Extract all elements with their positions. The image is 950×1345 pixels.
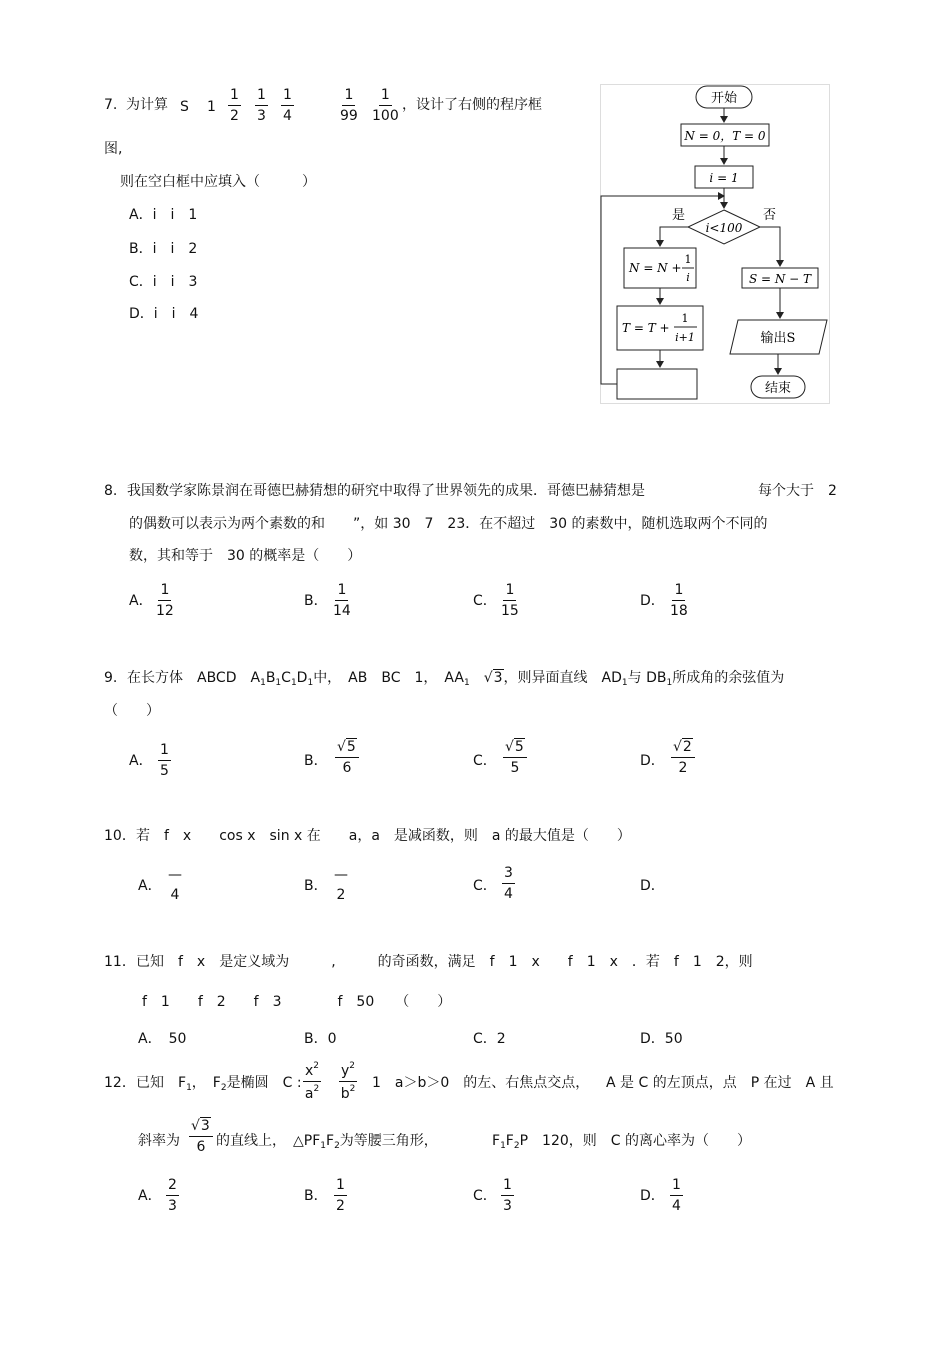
flowchart-blank-box [617, 369, 697, 399]
q9-paren: （ ） [104, 703, 160, 719]
q7-frac-4: $\frac{1}{99}$ [340, 87, 358, 124]
q8-line3: 数，其和等于 30 的概率是（ ） [129, 548, 362, 564]
q7-expr-1: 1 [207, 99, 216, 115]
flowchart-end-label: 结束 [764, 381, 792, 396]
q8-option-a-frac[interactable]: $\frac{1}{12}$ [156, 582, 174, 619]
q8-option-b-label[interactable]: B． [304, 593, 328, 609]
q7-frac-1: $\frac{1}{2}$ [230, 87, 239, 124]
q7-expr-s: S [180, 99, 189, 115]
q12-option-d-frac[interactable]: $\frac{1}{4}$ [672, 1177, 681, 1214]
flowchart-condition-label: i<100 [705, 221, 743, 235]
flowchart-n-frac-num: 1 [684, 253, 692, 266]
flowchart-n-update-lhs: N = N + [629, 261, 682, 275]
q7-option-a[interactable]: A．i i 1 [129, 207, 198, 223]
flowchart-s-assign-label: S = N − T [748, 272, 812, 286]
q9-option-d-label[interactable]: D． [640, 753, 665, 769]
q9-option-a-frac[interactable]: $\frac{1}{5}$ [160, 742, 169, 779]
q12-option-c-label[interactable]: C． [473, 1188, 497, 1204]
q9-option-b-frac[interactable]: $\frac{√5}{6}$ [335, 740, 359, 775]
flowchart-start-label: 开始 [710, 91, 738, 106]
flowchart-t-frac-num: 1 [681, 312, 689, 325]
q10-option-b-frac[interactable]: — 2 [334, 867, 348, 903]
q8-option-a-label[interactable]: A． [129, 593, 153, 609]
q12-slope-lead: 斜率为 [138, 1133, 180, 1149]
q9-text: 在长方体 ABCD $A_1B_1C_1D_1$中， AB BC 1， $AA_1$ √3，则异面直线 $AD_1$与 $DB_1$所成角的余弦值为 [127, 670, 785, 688]
q10-option-d-label[interactable]: D． [640, 878, 665, 894]
q7-frac-2: $\frac{1}{3}$ [257, 87, 266, 124]
q11-line2: f 1 f 2 f 3 f 50 （ ） [142, 994, 452, 1010]
q10-option-a-label[interactable]: A． [138, 878, 162, 894]
q12-option-c-frac[interactable]: $\frac{1}{3}$ [503, 1177, 512, 1214]
q12-slope-frac: $\frac{√3}{6}$ [189, 1119, 213, 1154]
q10-text: 若 f x cos x sin x 在 a，a 是减函数，则 a 的最大值是（ ） [136, 828, 631, 844]
q12-frac-x: $\frac{x^2}{a^2}$ [304, 1061, 320, 1102]
q12-option-b-frac[interactable]: $\frac{1}{2}$ [336, 1177, 345, 1214]
q12-number: 12． [104, 1075, 136, 1091]
q10-option-c-label[interactable]: C． [473, 878, 497, 894]
q8-line2: 的偶数可以表示为两个素数的和 ”，如 30 7 23．在不超过 30 的素数中，随机选取两个不同的 [129, 516, 768, 532]
q10-option-c-frac[interactable]: $\frac{3}{4}$ [504, 865, 513, 902]
q8-option-b-frac[interactable]: $\frac{1}{14}$ [333, 582, 351, 619]
q7-prompt: 则在空白框中应填入（ ） [120, 174, 316, 190]
q9-option-a-label[interactable]: A． [129, 753, 153, 769]
q9-option-d-frac[interactable]: $\frac{√2}{2}$ [671, 740, 695, 775]
q9-option-c-frac[interactable]: $\frac{√5}{5}$ [503, 740, 527, 775]
q8-option-c-frac[interactable]: $\frac{1}{15}$ [501, 582, 519, 619]
q12-text-e: A 是 C 的左顶点，点 P 在过 A 且 [606, 1075, 834, 1091]
q8-option-d-frac[interactable]: $\frac{1}{18}$ [670, 582, 688, 619]
q7-tail2: 图, [104, 141, 123, 157]
q12-option-b-label[interactable]: B． [304, 1188, 328, 1204]
q12-text-d: 1 a＞b＞0 的左、右焦点交点， [372, 1075, 590, 1091]
q12-option-a-label[interactable]: A． [138, 1188, 162, 1204]
q7-frac-5: $\frac{1}{100}$ [372, 87, 399, 124]
q7-frac-3: $\frac{1}{4}$ [283, 87, 292, 124]
q12-option-d-label[interactable]: D． [640, 1188, 665, 1204]
q7-number: 7. [104, 97, 118, 113]
q12-text-start: 已知 $F_1$， $F_2$是椭圆 C : [136, 1075, 302, 1093]
flowchart [600, 84, 830, 404]
q7-option-b[interactable]: B．i i 2 [129, 241, 198, 257]
q12-text-f: 的直线上， $\triangle PF_1F_2$为等腰三角形， [216, 1133, 438, 1151]
q7-option-d[interactable]: D．i i 4 [129, 306, 199, 322]
q10-option-b-label[interactable]: B． [304, 878, 328, 894]
flowchart-n-frac-den: i [686, 271, 690, 284]
q12-text-i: $F_1F_2P$ 120，则 C 的离心率为（ ） [492, 1133, 751, 1151]
q11-option-c[interactable]: C．2 [473, 1031, 506, 1047]
q10-number: 10． [104, 828, 136, 844]
q9-option-b-label[interactable]: B． [304, 753, 328, 769]
flowchart-t-frac-den: i+1 [675, 331, 695, 344]
flowchart-no-label: 否 [763, 208, 777, 223]
q11-option-d[interactable]: D．50 [640, 1031, 683, 1047]
q9-option-c-label[interactable]: C． [473, 753, 497, 769]
q11-option-b[interactable]: B．0 [304, 1031, 337, 1047]
q12-option-a-frac[interactable]: $\frac{2}{3}$ [168, 1177, 177, 1214]
q7-tail: ，设计了右侧的程序框 [402, 97, 542, 113]
flowchart-t-update-lhs: T = T + [622, 321, 670, 335]
q8-line1: 我国数学家陈景润在哥德巴赫猜想的研究中取得了世界领先的成果．哥德巴赫猜想是 [127, 483, 645, 499]
flowchart-output-label: 输出S [760, 331, 796, 346]
q9-number: 9. [104, 670, 118, 686]
q8-number: 8. [104, 483, 118, 499]
q7-lead: 为计算 [126, 97, 168, 113]
q7-option-c[interactable]: C．i i 3 [129, 274, 198, 290]
flowchart-i-init-label: i = 1 [709, 171, 739, 185]
q10-option-a-frac[interactable]: — 4 [168, 867, 182, 903]
q11-option-a[interactable]: A． 50 [138, 1031, 187, 1047]
q8-option-c-label[interactable]: C． [473, 593, 497, 609]
flowchart-yes-label: 是 [672, 208, 686, 223]
q11-line1: 已知 f x 是定义域为 , 的奇函数，满足 f 1 x f 1 x ．若 f 1 2，则 [136, 954, 753, 970]
q12-frac-y: $\frac{y^2}{b^2}$ [340, 1061, 356, 1102]
flowchart-init-label: N = 0，T = 0 [684, 129, 766, 143]
q11-number: 11． [104, 954, 136, 970]
q8-line1b: 每个大于 2 [758, 483, 837, 499]
q8-option-d-label[interactable]: D． [640, 593, 665, 609]
